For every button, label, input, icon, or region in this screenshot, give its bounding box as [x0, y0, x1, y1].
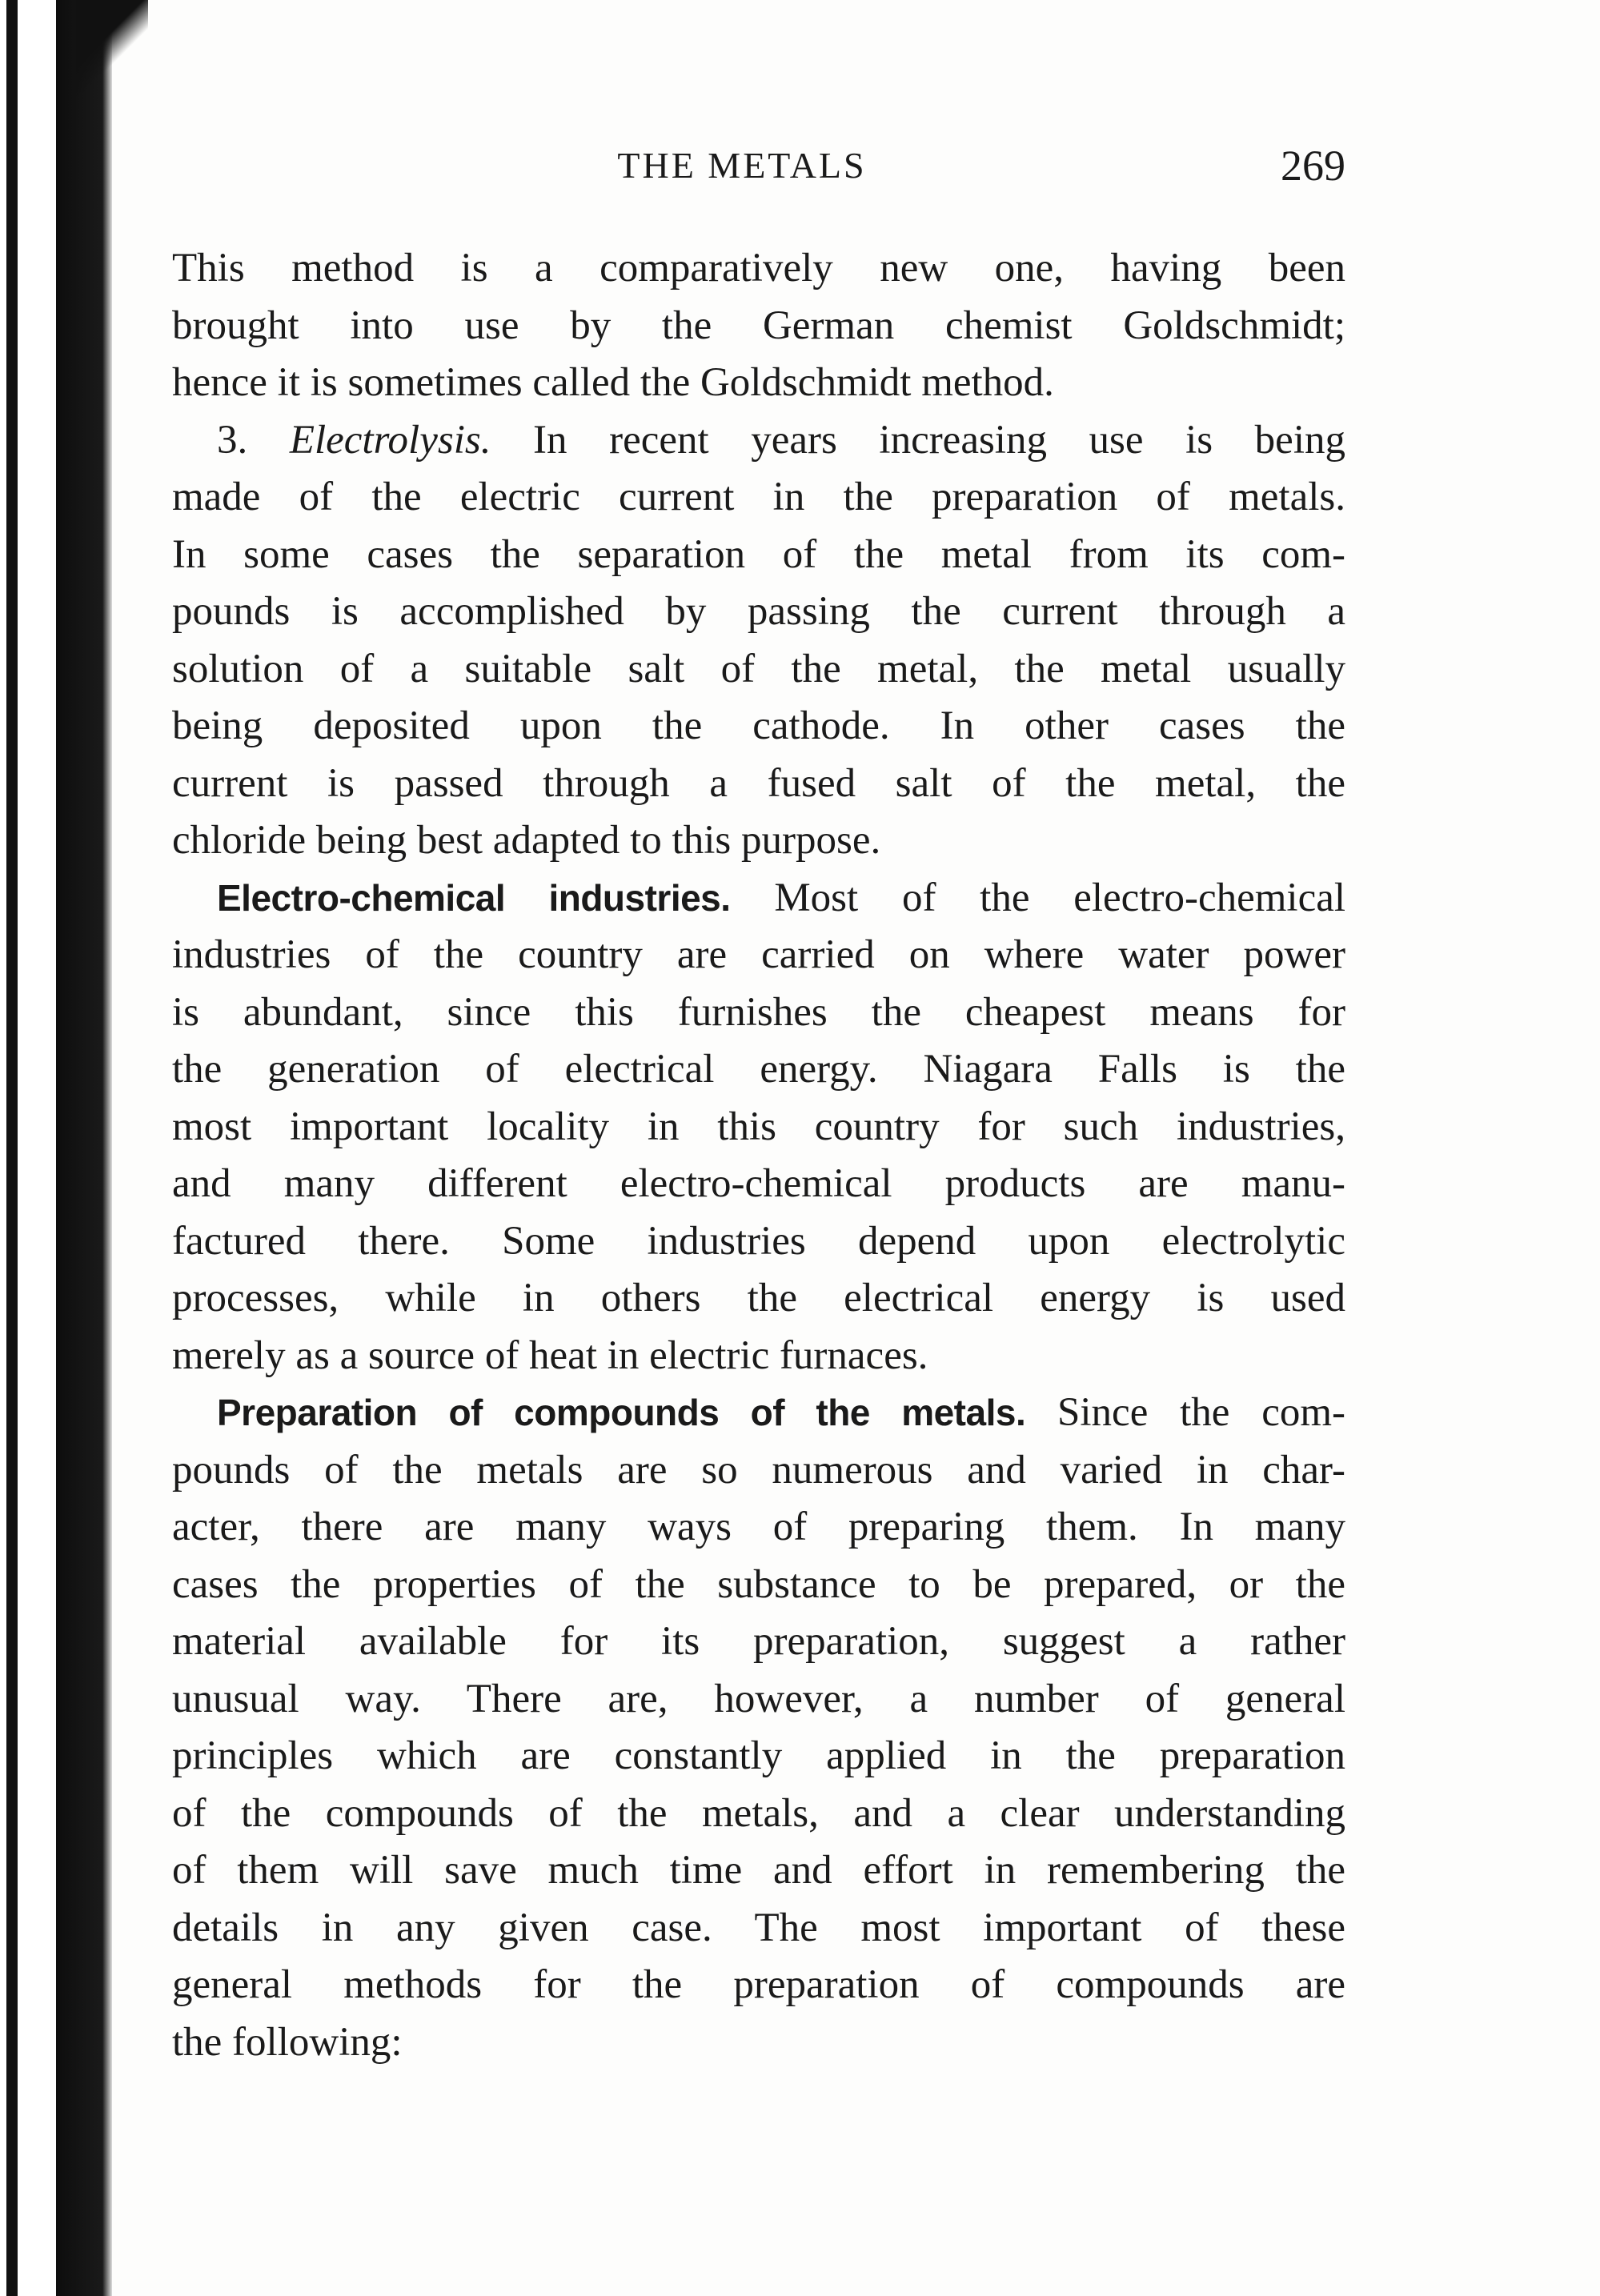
text-run: Most of the electro-chemical: [730, 875, 1346, 920]
text-run: pounds of the metals are so numerous and varied in char-: [172, 1447, 1345, 1493]
text-run: industries of the country are carried on where water power: [172, 932, 1345, 977]
text-line: [172, 1557, 1345, 1614]
text-run: the following:: [172, 2019, 403, 2065]
text-line: [172, 1328, 1345, 1385]
text-run: details in any given case. The most important of these: [172, 1905, 1345, 1950]
text-line: [172, 1041, 1345, 1099]
text-line: [172, 1957, 1345, 2014]
text-line: [172, 1384, 1345, 1442]
text-line: [172, 1900, 1345, 1957]
italic-heading: Electrolysis.: [289, 417, 491, 463]
text-run: Since the com-: [1025, 1390, 1345, 1435]
text-run: In some cases the separation of the metal from its com-: [172, 531, 1345, 577]
text-run: 3.: [217, 417, 290, 463]
text-run: acter, there are many ways of preparing them. In many: [172, 1505, 1345, 1549]
text-run: the generation of electrical energy. Niagara Falls is the: [172, 1047, 1345, 1092]
text-line: [172, 1213, 1345, 1271]
text-line: [172, 527, 1345, 584]
text-line: [172, 1613, 1345, 1671]
text-run: current is passed through a fused salt of the metal, the: [172, 760, 1345, 806]
text-line: [172, 1270, 1345, 1328]
text-run: made of the electric current in the preparation of metals.: [172, 475, 1345, 519]
text-line: [172, 870, 1345, 928]
text-line: [172, 1785, 1345, 1843]
text-run: of them will save much time and effort in remembering the: [172, 1848, 1345, 1893]
text-run: being deposited upon the cathode. In other cases the: [172, 703, 1345, 748]
paragraph-heading: Preparation of compounds of the metals.: [217, 1392, 1026, 1433]
text-run: processes, while in others the electrical energy is used: [172, 1276, 1345, 1320]
text-line: [172, 1499, 1345, 1557]
text-run: brought into use by the German chemist Goldschmidt;: [172, 303, 1345, 348]
text-run: solution of a suitable salt of the metal, the metal usually: [172, 646, 1345, 691]
text-line: [172, 1156, 1345, 1213]
paragraph-heading: Electro-chemical industries.: [217, 876, 731, 919]
text-run: pounds is accomplished by passing the current through a: [172, 589, 1345, 634]
text-line: [172, 927, 1345, 984]
text-line: [172, 984, 1345, 1042]
book-binding-edge: [0, 0, 112, 2296]
text-line: [172, 641, 1345, 699]
binding-shadow: [76, 0, 148, 96]
text-run: principles which are constantly applied in the preparation: [172, 1733, 1345, 1778]
text-line: [172, 755, 1345, 813]
text-run: In recent years increasing use is being: [491, 417, 1345, 463]
text-run: is abundant, since this furnishes the cheapest means for: [172, 989, 1345, 1035]
chapter-title: THE METALS: [617, 145, 867, 186]
text-line: [172, 812, 1345, 870]
text-run: most important locality in this country for such industries,: [172, 1104, 1345, 1149]
text-run: of the compounds of the metals, and a clear understanding: [172, 1790, 1345, 1836]
text-line: [172, 298, 1345, 355]
text-line: [172, 583, 1345, 641]
text-line: [172, 355, 1345, 412]
text-line: [172, 240, 1345, 298]
text-line: [172, 1842, 1345, 1900]
text-line: [172, 469, 1345, 527]
text-run: chloride being best adapted to this purpose.: [172, 818, 881, 863]
body-text: [172, 240, 1345, 2071]
text-run: This method is a comparatively new one, having been: [172, 246, 1345, 291]
page-number: 269: [1281, 142, 1345, 190]
text-run: and many different electro-chemical products are manu-: [172, 1161, 1345, 1206]
text-run: general methods for the preparation of compounds are: [172, 1962, 1345, 2007]
text-line: [172, 1728, 1345, 1785]
text-line: [172, 2014, 1345, 2072]
text-line: [172, 1099, 1345, 1156]
text-run: merely as a source of heat in electric furnaces.: [172, 1332, 928, 1378]
text-line: [172, 1671, 1345, 1729]
text-run: cases the properties of the substance to be prepared, or the: [172, 1561, 1345, 1607]
text-run: hence it is sometimes called the Goldschmidt method.: [172, 360, 1054, 405]
text-run: factured there. Some industries depend upon electrolytic: [172, 1218, 1345, 1264]
running-head: [0, 144, 1600, 192]
text-run: unusual way. There are, however, a number of general: [172, 1676, 1345, 1721]
text-line: [172, 1442, 1345, 1500]
text-line: [172, 412, 1345, 470]
text-line: [172, 698, 1345, 755]
text-run: material available for its preparation, suggest a rather: [172, 1619, 1345, 1664]
